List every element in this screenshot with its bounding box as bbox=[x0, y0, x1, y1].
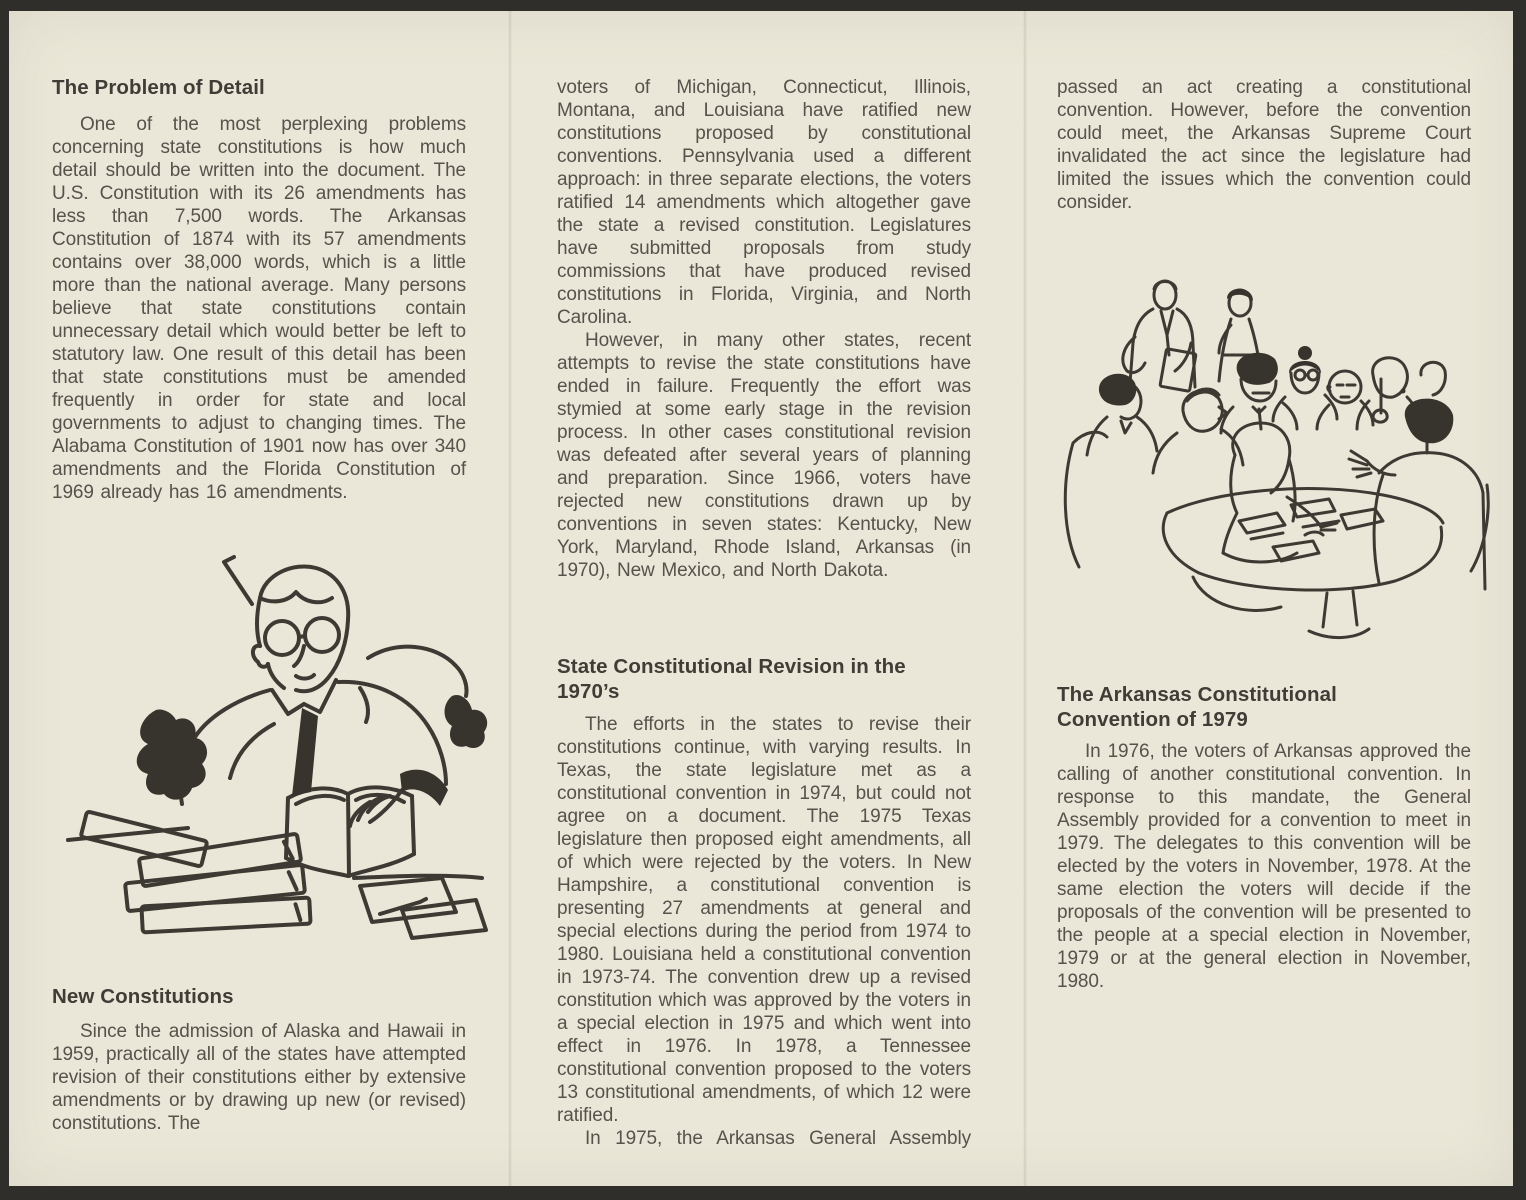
fold-crease bbox=[1023, 11, 1027, 1186]
section-heading-revision-1970s: State Constitutional Revision in the 1970’s bbox=[557, 655, 906, 703]
fold-crease bbox=[508, 11, 512, 1186]
section-heading-new-constitutions: New Constitutions bbox=[52, 985, 234, 1008]
paragraph-new-constitutions: Since the admission of Alaska and Hawaii in 1959, practically all of the states have attempted revision of their constitutions either by extensive amendments or by drawing up new (or revised) constitutions. The bbox=[52, 1021, 466, 1134]
man-reading-at-desk-illustration bbox=[48, 540, 488, 958]
brochure-page bbox=[9, 11, 1513, 1186]
paragraph-state-efforts: The efforts in the states to revise their constitutions continue, with varying results. In Texas, the state legislature met as a constitutional convention in 1974, but could not agree on a document. The 1975 Texas legislature then proposed eight amendments, all of which were rejected by the voters. In New Hampshire, a constitutional convention is presenting 27 amendments at general and special elections during the period from 1974 to 1980. Louisiana held a constitutional convention in 1973-74. The convention drew up a revised constitution which was approved by the voters in a special election in 1975 and which went into effect in 1976. In 1978, a Tennessee constitutional convention proposed to the voters 13 constitutional amendments, of which 12 were ratified. bbox=[557, 714, 971, 1126]
column-center bbox=[557, 76, 971, 1150]
column-left bbox=[52, 75, 466, 1135]
paragraph-arkansas-assembly-lead: In 1975, the Arkansas General Assembly bbox=[585, 1128, 971, 1149]
paragraph-problem-of-detail: One of the most perplexing problems concerning state constitutions is how much detail should be written into the document. The U.S. Constitution with its 26 amendments has less than 7,500 words. The Arkansas Constitution of 1874 with its 57 amendments contains over 38,000 words, which is a little more than the national average. Many persons believe that state constitutions contain unnecessary detail which would better be left to statutory law. One result of this detail has been that state constitutions must be amended frequently in order for state and local governments to adjust to changing times. The Alabama Constitution of 1901 now has over 340 amendments and the Florida Constitution of 1969 already has 16 amendments. bbox=[52, 114, 466, 503]
section-heading-arkansas-convention-1979: The Arkansas Constitutional Convention of 1979 bbox=[1057, 683, 1337, 731]
paragraph-failed-revisions: However, in many other states, recent attempts to revise the state constitutions have ended in failure. Frequently the effort was stymied at some early stage in the revision process. In other cases constitutional revision was defeated after several years of planning and preparation. Since 1966, voters have rejected new constitutions drawn up by conventions in seven states: Kentucky, New York, Maryland, Rhode Island, Arkansas (in 1970), New Mexico, and North Dakota. bbox=[557, 330, 971, 581]
column-right bbox=[1057, 76, 1471, 993]
paragraph-ratified-constitutions: voters of Michigan, Connecticut, Illinois, Montana, and Louisiana have ratified new constitutions proposed by constitutional conventions. Pennsylvania used a different approach: in three separate elections, the voters ratified 14 amendments which altogether gave the state a revised constitution. Legislatures have submitted proposals from study commissions that have produced revised constitutions in Florida, Virginia, and North Carolina. bbox=[557, 77, 971, 328]
section-heading-problem-of-detail: The Problem of Detail bbox=[52, 76, 265, 99]
paragraph-invalidated-act: passed an act creating a constitutional convention. However, before the convention could meet, the Arkansas Supreme Court invalidated the act since the legislature had limited the issues which the convention could consider. bbox=[1057, 77, 1471, 213]
conference-table-meeting-illustration bbox=[1043, 259, 1489, 647]
paragraph-1976-vote: In 1976, the voters of Arkansas approved the calling of another constitutional convention. In response to this mandate, the General Assembly provided for a convention to meet in 1979. The delegates to this convention will be elected by the voters in November, 1978. At the same election the voters will decide if the proposals of the convention will be presented to the people at a special election in November, 1979 or at the general election in November, 1980. bbox=[1057, 741, 1471, 992]
